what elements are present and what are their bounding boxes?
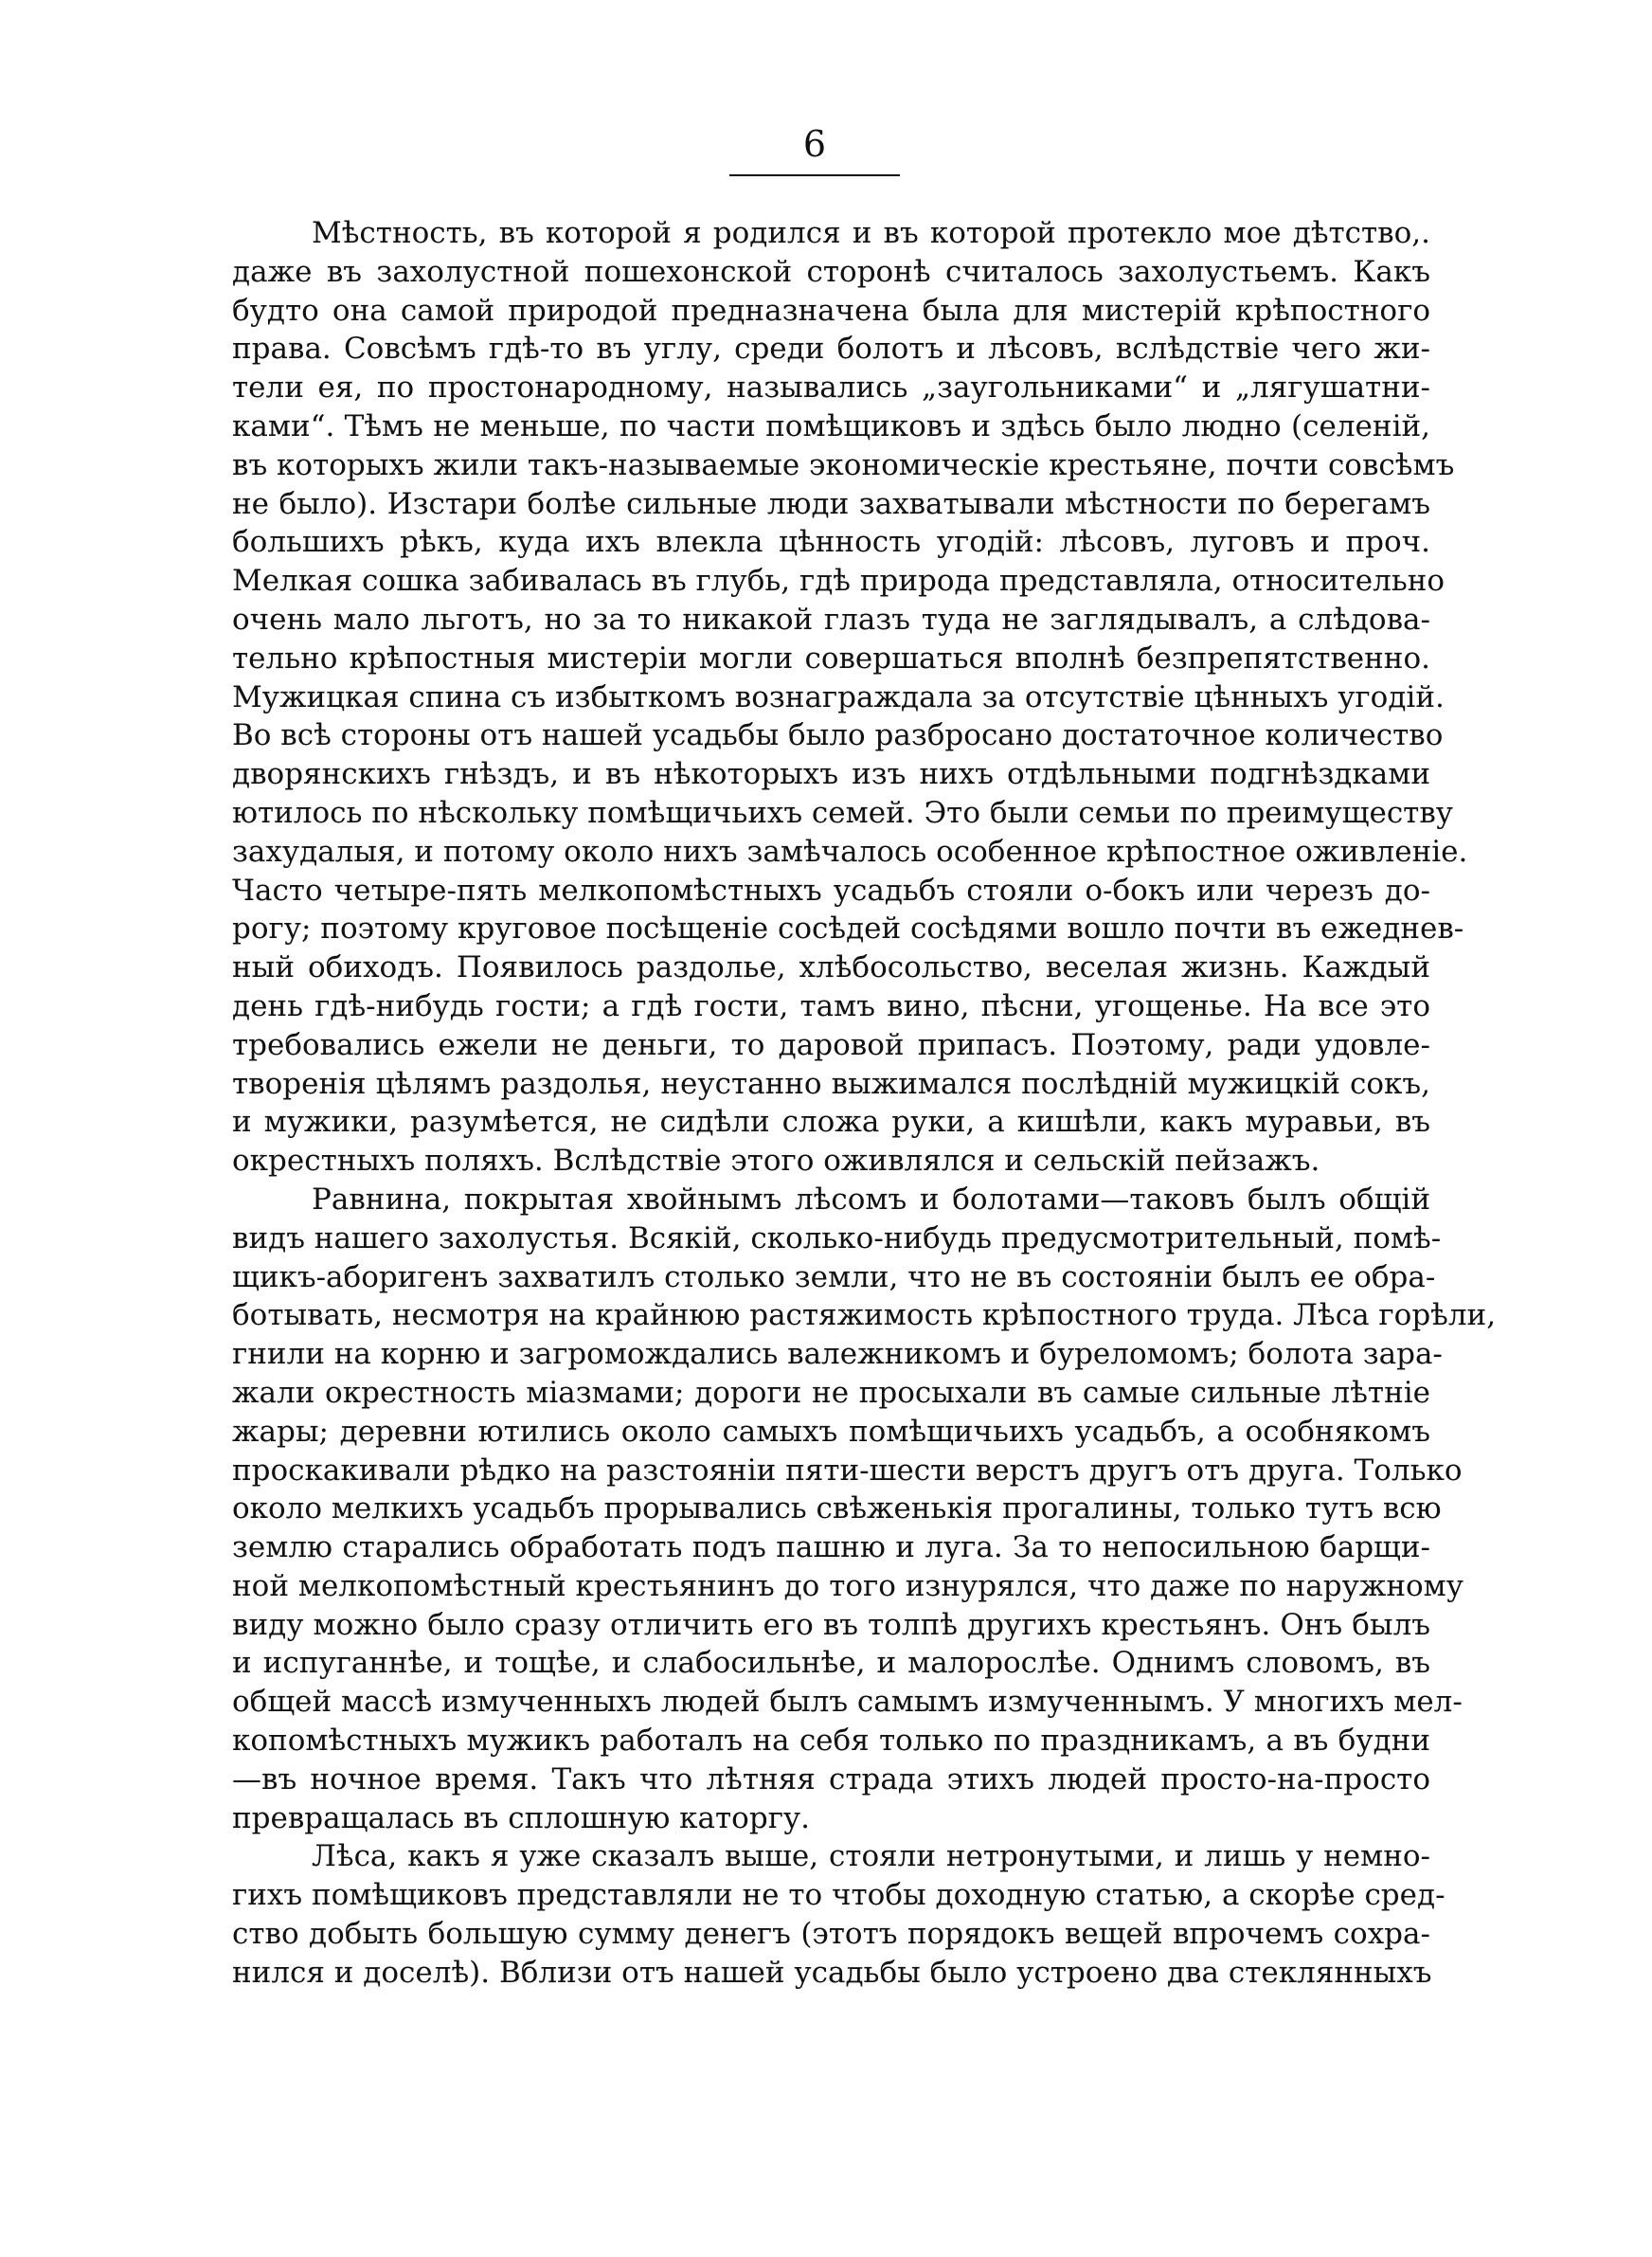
text-line: жали окрестность міазмами; дороги не просыхали въ самые сильные лѣтніе [232, 1375, 1430, 1410]
text-line: Часто четыре-пять мелкопомѣстныхъ усадьбъ стояли о-бокъ или черезъ до- [232, 873, 1430, 908]
text-line: не было). Изстари болѣе сильные люди захватывали мѣстности по берегамъ [232, 486, 1430, 521]
text-line: и испуганнѣе, и тощѣе, и слабосильнѣе, и малорослѣе. Однимъ словомъ, въ [232, 1646, 1430, 1681]
text-line: ство добыть большую сумму денегъ (этотъ порядокъ вещей впрочемъ сохра- [232, 1917, 1430, 1952]
text-line: будто она самой природой предназначена была для мистерій крѣпостного [232, 293, 1430, 328]
text-line: ками“. Тѣмъ не меньше, по части помѣщиковъ и здѣсь было людно (селеній, [232, 408, 1430, 443]
text-line: дворянскихъ гнѣздъ, и въ нѣкоторыхъ изъ нихъ отдѣльными подгнѣздками [232, 757, 1430, 792]
text-line: въ которыхъ жили такъ-называемые экономическіе крестьяне, почти совсѣмъ [232, 447, 1455, 482]
text-line: ютилось по нѣскольку помѣщичьихъ семей. Это были семьи по преимуществу [232, 795, 1454, 830]
text-line: тельно крѣпостныя мистеріи могли совершаться вполнѣ безпрепятственно. [232, 641, 1430, 676]
text-line: даже въ захолустной пошехонской сторонѣ считалось захолустьемъ. Какъ [232, 254, 1430, 289]
text-line: ный обиходъ. Появилось раздолье, хлѣбосольство, веселая жизнь. Каждый [232, 950, 1430, 985]
page-number-rule [729, 174, 900, 176]
paragraph [232, 214, 1468, 1181]
text-line: щикъ-аборигенъ захватилъ столько земли, что не въ состояніи былъ ее обра- [232, 1259, 1436, 1294]
text-line: большихъ рѣкъ, куда ихъ влекла цѣнность угодій: лѣсовъ, луговъ и проч. [232, 525, 1430, 560]
text-line: и мужики, разумѣется, не сидѣли сложа руки, а кишѣли, какъ муравьи, въ [232, 1105, 1430, 1140]
text-line: Мелкая сошка забивалась въ глубь, гдѣ природа представляла, относительно [232, 564, 1446, 599]
text-line: гихъ помѣщиковъ представляли не то чтобы доходную статью, а скорѣе сред- [232, 1878, 1446, 1913]
text-line: около мелкихъ усадьбъ прорывались свѣженькія прогалины, только тутъ всю [232, 1491, 1442, 1526]
text-line: жары; деревни ютились около самыхъ помѣщичьихъ усадьбъ, а особнякомъ [232, 1414, 1430, 1449]
text-line: день гдѣ-нибудь гости; а гдѣ гости, тамъ вино, пѣсни, угощенье. На все это [232, 988, 1430, 1023]
text-line: проскакивали рѣдко на разстояніи пяти-шести верстъ другъ отъ друга. Только [232, 1453, 1463, 1488]
text-line: творенія цѣлямъ раздолья, неустанно выжимался послѣдній мужицкій сокъ, [232, 1066, 1430, 1101]
text-line: окрестныхъ поляхъ. Вслѣдствіе этого оживлялся и сельскій пейзажъ. [232, 1144, 1320, 1179]
text-line: рогу; поэтому круговое посѣщеніе сосѣдей сосѣдями вошло почти въ ежеднев- [232, 912, 1464, 947]
text-line: землю старались обработать подъ пашню и луга. За то непосильною барщи- [232, 1530, 1430, 1565]
text-line: Во всѣ стороны отъ нашей усадьбы было разбросано достаточное количество [232, 718, 1444, 753]
text-line: гнили на корню и загромождались валежникомъ и буреломомъ; болота зара- [232, 1337, 1443, 1372]
text-line: Мужицкая спина съ избыткомъ вознаграждала за отсутствіе цѣнныхъ угодій. [232, 679, 1445, 714]
text-line: требовались ежели не деньги, то даровой припасъ. Поэтому, ради удовле- [232, 1027, 1430, 1062]
text-line: ной мелкопомѣстный крестьянинъ до того изнурялся, что даже по наружному [232, 1568, 1464, 1603]
text-line: права. Совсѣмъ гдѣ-то въ углу, среди болотъ и лѣсовъ, вслѣдствіе чего жи- [232, 332, 1430, 367]
text-line: ботывать, несмотря на крайнюю растяжимость крѣпостного труда. Лѣса горѣли, [232, 1298, 1497, 1333]
text-line: Равнина, покрытая хвойнымъ лѣсомъ и болотами—таковъ былъ общій [312, 1182, 1430, 1217]
text-line: общей массѣ измученныхъ людей былъ самымъ измученнымъ. У многихъ мел- [232, 1685, 1463, 1720]
text-line: Мѣстность, въ которой я родился и въ которой протекло мое дѣтство,. [312, 216, 1430, 250]
text-line: копомѣстныхъ мужикъ работалъ на себя только по праздникамъ, а въ будни [232, 1724, 1430, 1759]
text-line: —въ ночное время. Такъ что лѣтняя страда этихъ людей просто-на-просто [232, 1761, 1430, 1797]
text-line: тели ея, по простонародному, назывались „заугольниками“ и „лягушатни- [232, 370, 1430, 406]
paragraph [232, 1181, 1497, 1838]
text-line: нился и доселѣ). Вблизи отъ нашей усадьбы было устроено два стеклянныхъ [232, 1955, 1432, 1990]
paragraph [232, 1837, 1446, 1992]
page-number: 6 [802, 123, 827, 165]
body-text [232, 214, 1497, 1993]
text-line: Лѣса, какъ я уже сказалъ выше, стояли нетронутыми, и лишь у немно- [312, 1839, 1430, 1874]
text-line: захудалыя, и потому около нихъ замѣчалось особенное крѣпостное оживленіе. [232, 834, 1468, 869]
text-line: очень мало льготъ, но за то никакой глазъ туда не заглядывалъ, а слѣдова- [232, 602, 1430, 637]
text-line: видъ нашего захолустья. Всякій, сколько-нибудь предусмотрительный, помѣ- [232, 1220, 1442, 1255]
text-line: виду можно было сразу отличить его въ толпѣ другихъ крестьянъ. Онъ былъ [232, 1607, 1430, 1642]
text-line: превращалась въ сплошную каторгу. [232, 1800, 811, 1835]
